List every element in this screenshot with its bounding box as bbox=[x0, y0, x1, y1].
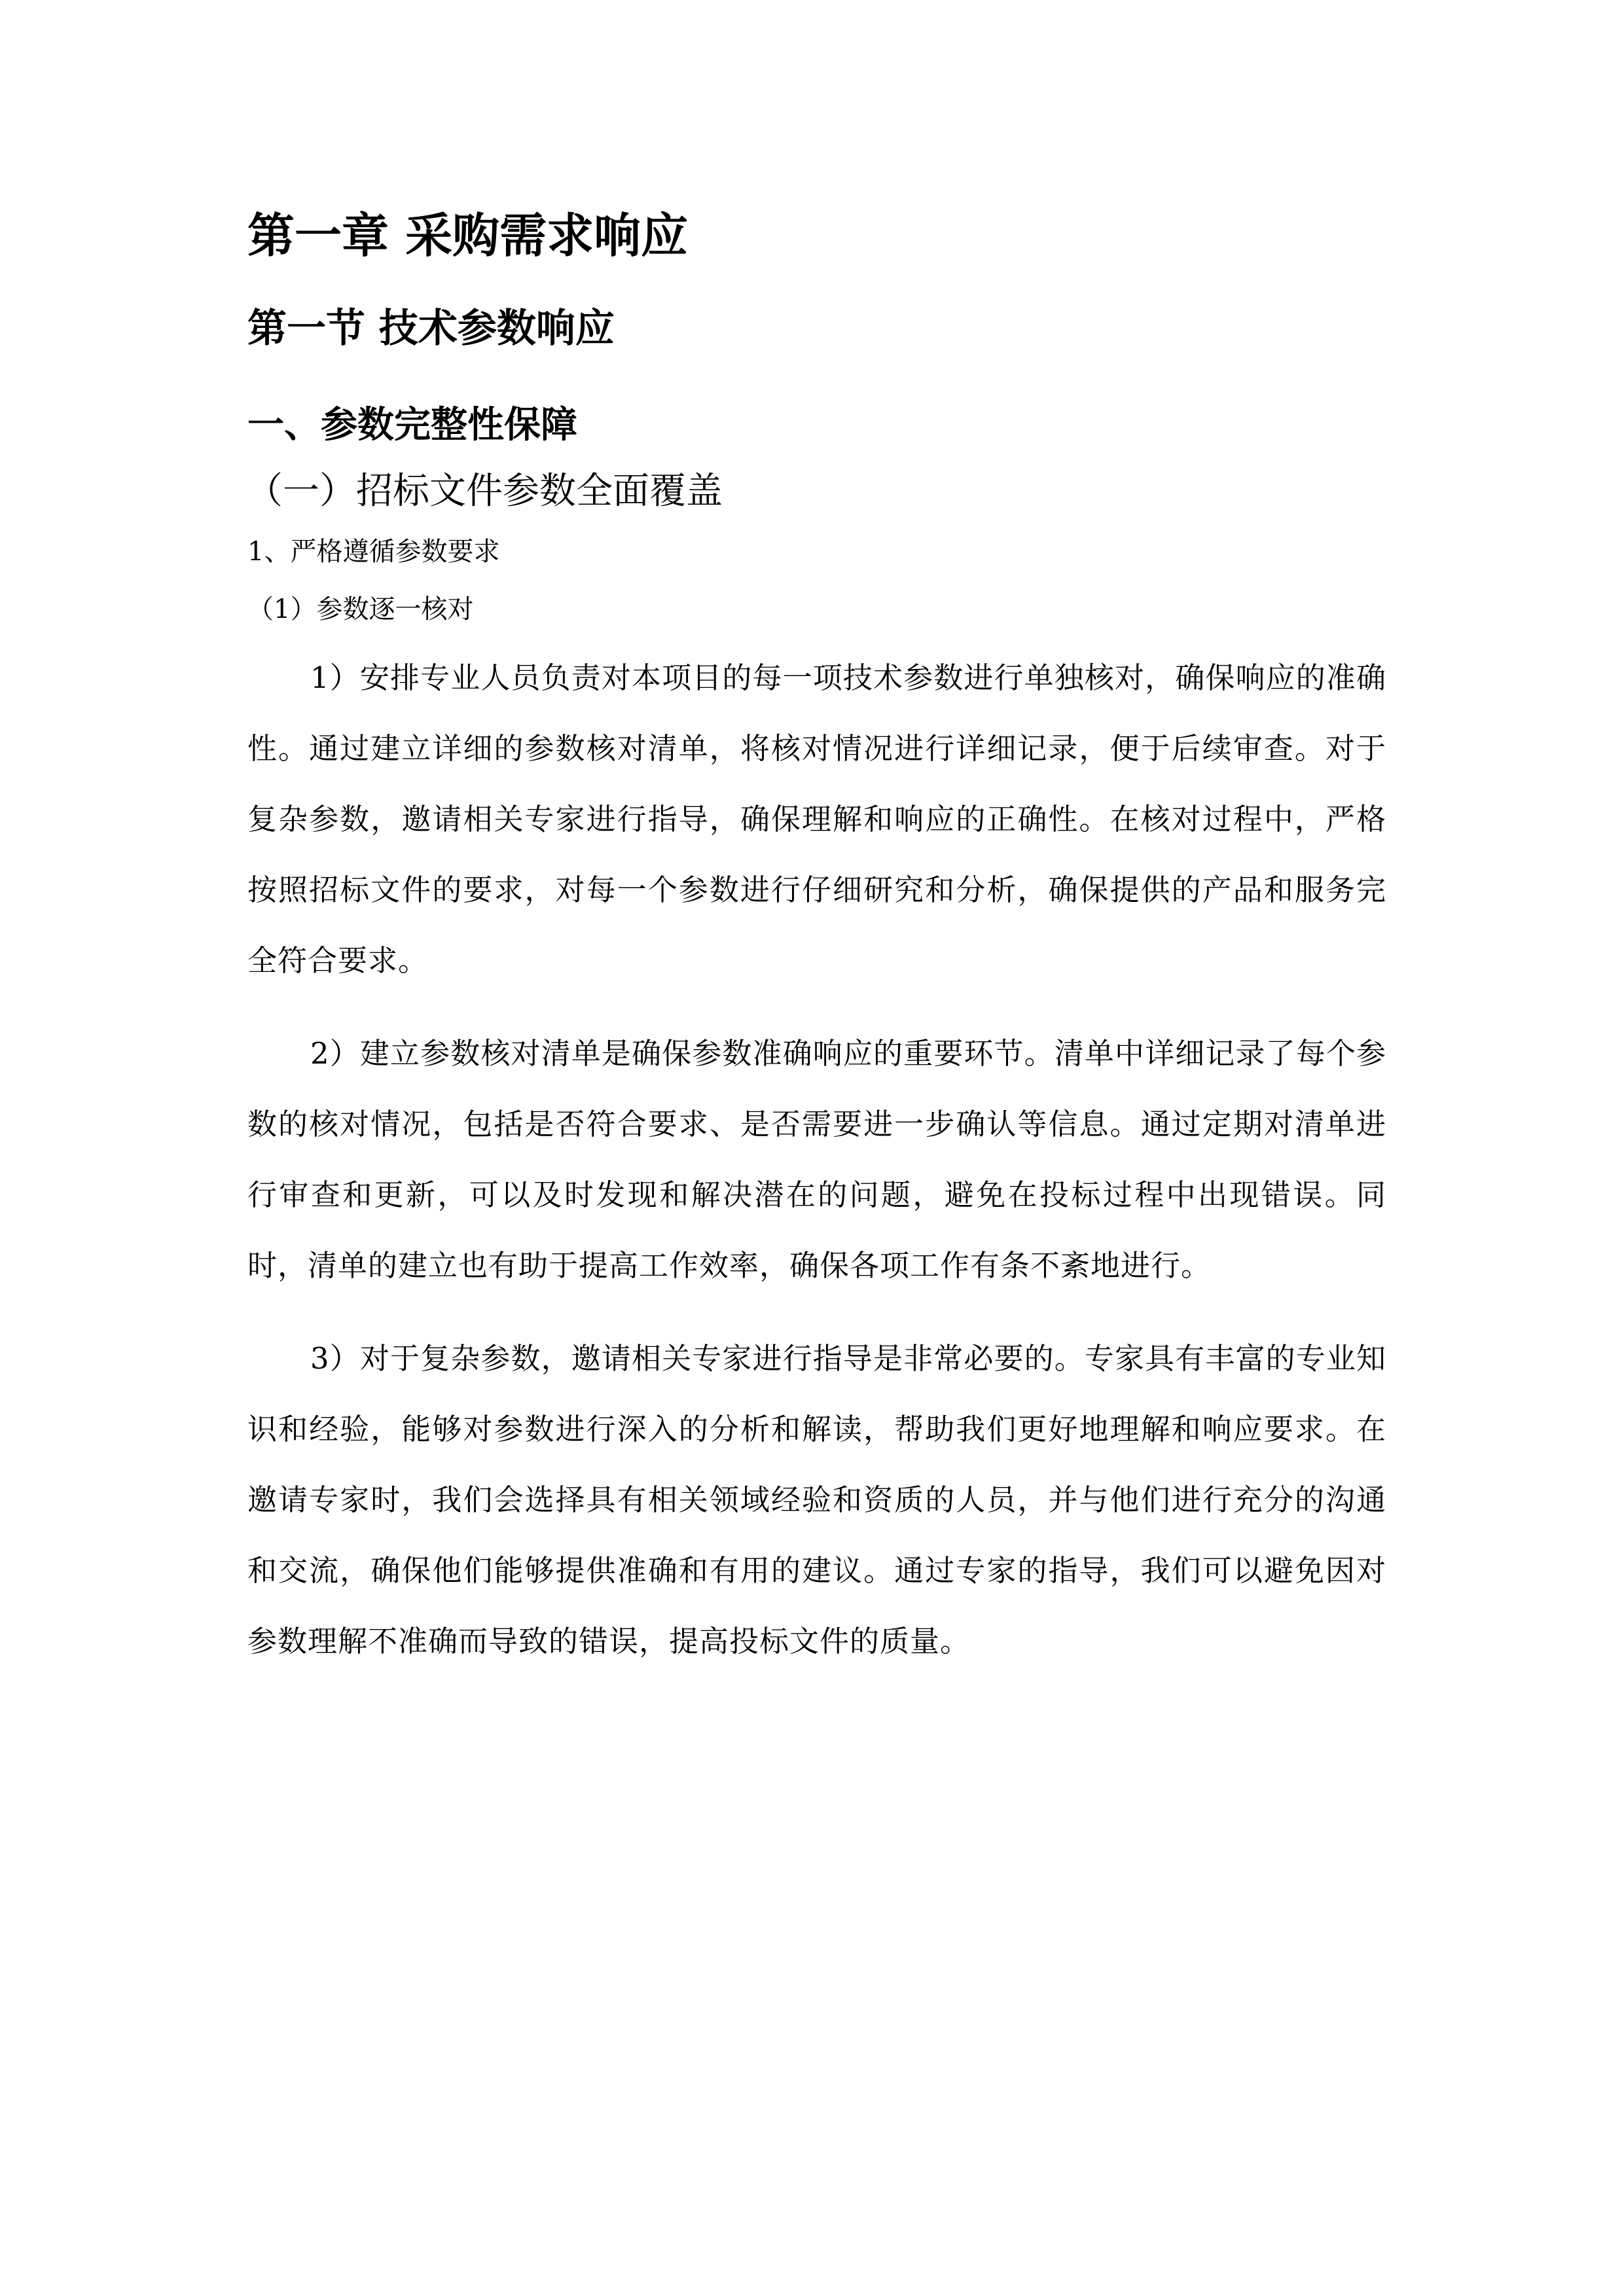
body-paragraph: 3）对于复杂参数，邀请相关专家进行指导是非常必要的。专家具有丰富的专业知识和经验，能够对参数进行深入的分析和解读，帮助我们更好地理解和响应要求。在邀请专家时，我们会选择具有相关领域经验和资质的人员，并与他们进行充分的沟通和交流，确保他们能够提供准确和有用的建议。通过专家的指导，我们可以避免因对参数理解不准确而导致的错误，提高投标文件的质量。 bbox=[247, 1341, 1386, 1659]
subitem-heading: （1）参数逐一核对 bbox=[247, 594, 474, 624]
item-heading: 1、严格遵循参数要求 bbox=[247, 537, 500, 567]
chapter-heading: 第一章 采购需求响应 bbox=[247, 208, 689, 263]
body-paragraph: 1）安排专业人员负责对本项目的每一项技术参数进行单独核对，确保响应的准确性。通过建立详细的参数核对清单，将核对情况进行详细记录，便于后续审查。对于复杂参数，邀请相关专家进行指导，确保理解和响应的正确性。在核对过程中，严格按照招标文件的要求，对每一个参数进行仔细研究和分析，确保提供的产品和服务完全符合要求。 bbox=[247, 660, 1386, 978]
subsubsection-heading: （一）招标文件参数全面覆盖 bbox=[246, 470, 723, 512]
body-paragraph: 2）建立参数核对清单是确保参数准确响应的重要环节。清单中详细记录了每个参数的核对情况，包括是否符合要求、是否需要进一步确认等信息。通过定期对清单进行审查和更新，可以及时发现和解决潜在的问题，避免在投标过程中出现错误。同时，清单的建立也有助于提高工作效率，确保各项工作有条不紊地进行。 bbox=[247, 1036, 1386, 1283]
section-heading: 第一节 技术参数响应 bbox=[247, 306, 615, 351]
subsection-heading: 一、参数完整性保障 bbox=[247, 404, 577, 446]
document-body bbox=[247, 196, 1386, 1699]
